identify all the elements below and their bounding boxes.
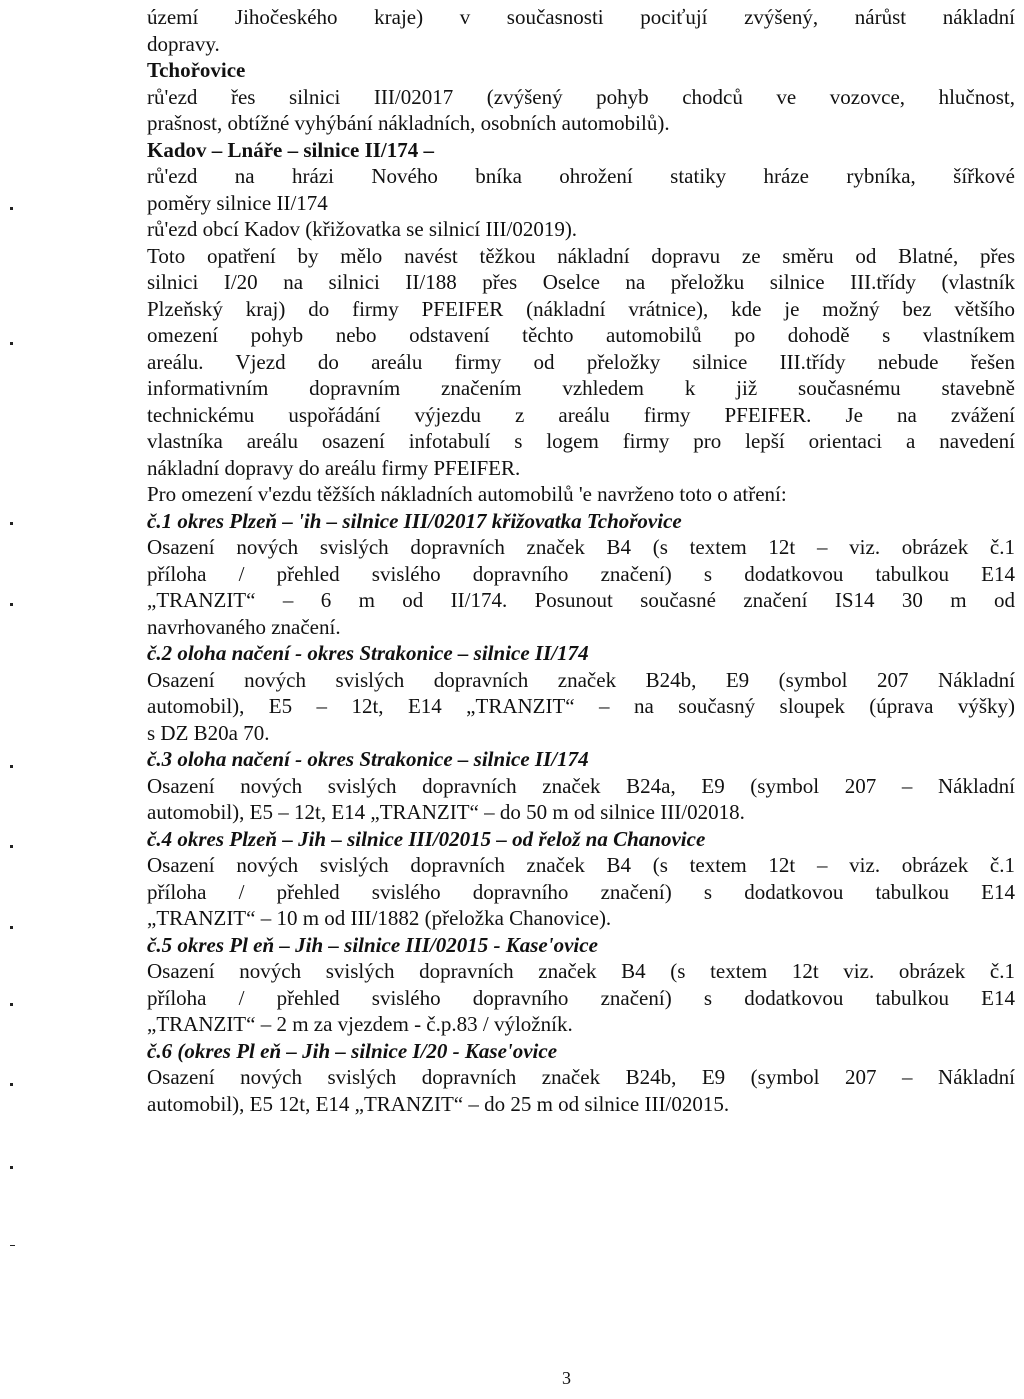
text-line: dopravy. (147, 31, 220, 56)
document-body (147, 4, 1015, 1117)
text-line: příloha / přehled svislého dopravního značení) s dodatkovou tabulkou E14 (147, 879, 1015, 904)
margin-mark (10, 926, 13, 929)
margin-mark (10, 522, 13, 525)
text-line: Osazení nových svislých dopravních značek B4 (s textem 12t – viz. obrázek č.1 (147, 535, 1015, 559)
margin-mark (10, 1003, 13, 1006)
text-line: technickému uspořádání výjezdu z areálu firmy PFEIFER. Je na zvážení (147, 402, 1015, 427)
page-number: 3 (562, 1368, 571, 1388)
item-heading-6: č.6 (okres Pl eň – Jih – silnice I/20 - Kase'ovice (147, 1038, 558, 1063)
text-line: rů'ezd obcí Kadov (křižovatka se silnicí III/02019). (147, 217, 578, 241)
item-heading-5: č.5 okres Pl eň – Jih – silnice III/02015 - Kase'ovice (147, 932, 598, 957)
text-line: „TRANZIT“ – 6 m od II/174. Posunout současné značení IS14 30 m od (147, 588, 1015, 612)
text-line: Pro omezení v'ezdu těžších nákladních automobilů 'e navrženo toto o atření: (147, 482, 787, 506)
text-line: vlastníka areálu osazení infotabulí s logem firmy pro lepší orientaci a navedení (147, 429, 1015, 453)
text-line: příloha / přehled svislého dopravního značení) s dodatkovou tabulkou E14 (147, 561, 1015, 586)
item-heading-1: č.1 okres Plzeň – 'ih – silnice III/02017 křižovatka Tchořovice (147, 508, 682, 533)
text-line: areálu. Vjezd do areálu firmy od přeložky silnice III.třídy nebude řešen (147, 349, 1015, 374)
text-line: omezení pohyb nebo odstavení těchto automobilů po dohodě s vlastníkem (147, 323, 1015, 347)
item-heading-4: č.4 okres Plzeň – Jih – silnice III/02015 – od řelož na Chanovice (147, 826, 706, 851)
text-line: území Jihočeského kraje) v současnosti pociťují zvýšený, nárůst nákladní (147, 5, 1015, 29)
item-heading-2: č.2 oloha načení - okres Strakonice – silnice II/174 (147, 641, 589, 665)
margin-mark (10, 342, 13, 345)
text-line: automobil), E5 – 12t, E14 „TRANZIT“ – na současný sloupek (úprava výšky) (147, 694, 1015, 718)
margin-mark (10, 845, 13, 848)
section-heading-tchorovice: Tchořovice (147, 58, 246, 82)
item-heading-3: č.3 oloha načení - okres Strakonice – silnice II/174 (147, 747, 589, 771)
section-heading-kadov-lnare: Kadov – Lnáře – silnice II/174 – (147, 137, 435, 162)
scan-margin-marks (0, 0, 20, 1399)
margin-mark (10, 1166, 13, 1169)
text-line: Osazení nových svislých dopravních značek B24b, E9 (symbol 207 Nákladní (147, 667, 1015, 692)
text-line: silnici I/20 na silnici II/188 přes Oselce na přeložku silnice III.třídy (vlastník (147, 270, 1015, 294)
margin-mark (10, 603, 13, 606)
text-line: nákladní dopravy do areálu firmy PFEIFER. (147, 455, 521, 480)
text-line: „TRANZIT“ – 10 m od III/1882 (přeložka Chanovice). (147, 906, 612, 930)
text-line: rů'ezd na hrázi Nového bníka ohrožení statiky hráze rybníka, šířkové (147, 164, 1015, 188)
text-line: Osazení nových svislých dopravních značek B4 (s textem 12t – viz. obrázek č.1 (147, 853, 1015, 877)
text-line: Osazení nových svislých dopravních značek B4 (s textem 12t viz. obrázek č.1 (147, 959, 1015, 983)
text-line: Toto opatření by mělo navést těžkou nákladní dopravu ze směru od Blatné, přes (147, 243, 1015, 268)
text-line: s DZ B20a 70. (147, 720, 270, 745)
margin-mark (10, 1245, 15, 1246)
text-line: příloha / přehled svislého dopravního značení) s dodatkovou tabulkou E14 (147, 985, 1015, 1010)
text-line: rů'ezd řes silnici III/02017 (zvýšený pohyb chodců ve vozovce, hlučnost, (147, 84, 1015, 109)
text-line: Plzeňský kraj) do firmy PFEIFER (nákladní vrátnice), kde je možný bez většího (147, 296, 1015, 321)
text-line: Osazení nových svislých dopravních značek B24b, E9 (symbol 207 – Nákladní (147, 1065, 1015, 1089)
margin-mark (10, 207, 13, 210)
text-line: navrhovaného značení. (147, 614, 341, 639)
text-line: automobil), E5 12t, E14 „TRANZIT“ – do 25 m od silnice III/02015. (147, 1091, 730, 1116)
text-line: automobil), E5 – 12t, E14 „TRANZIT“ – do 50 m od silnice III/02018. (147, 800, 745, 824)
margin-mark (10, 765, 13, 768)
text-line: poměry silnice II/174 (147, 190, 328, 215)
text-line: informativním dopravním značením vzhledem k již současnému stavebně (147, 376, 1015, 400)
text-line: „TRANZIT“ – 2 m za vjezdem - č.p.83 / výložník. (147, 1012, 573, 1036)
text-line: prašnost, obtížné vyhýbání nákladních, osobních automobilů). (147, 111, 670, 135)
margin-mark (10, 1083, 13, 1086)
text-line: Osazení nových svislých dopravních značek B24a, E9 (symbol 207 – Nákladní (147, 773, 1015, 798)
